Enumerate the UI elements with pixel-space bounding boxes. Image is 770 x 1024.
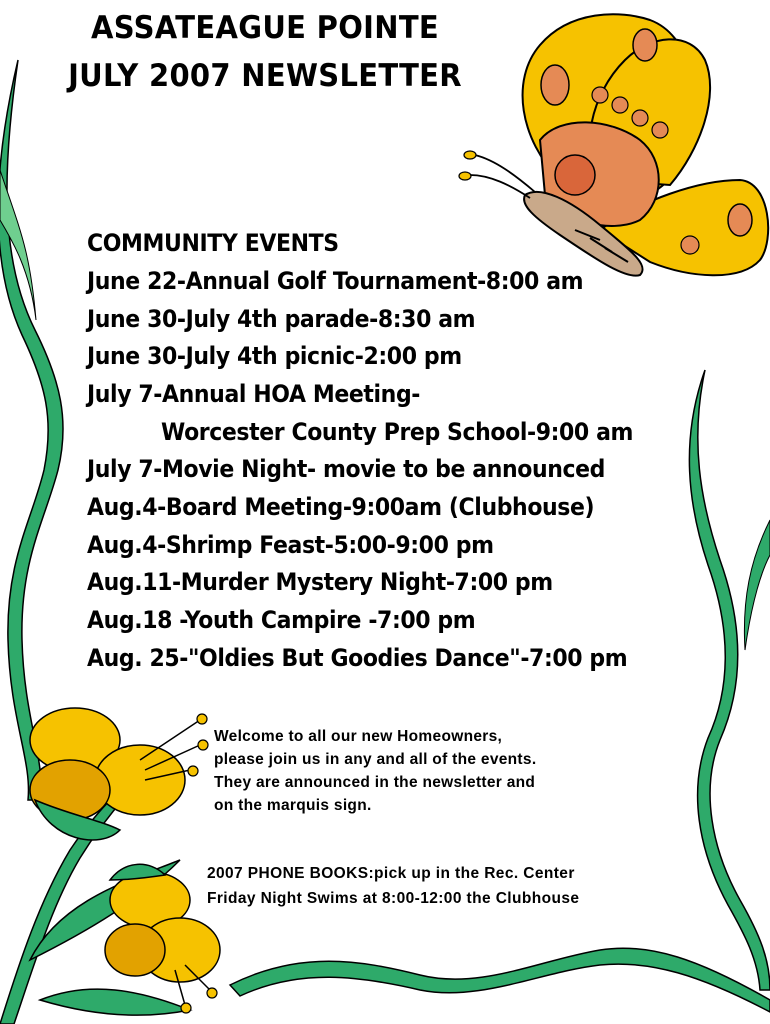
event-item: Aug.11-Murder Mystery Night-7:00 pm: [87, 569, 553, 597]
leaf-icon: [689, 370, 770, 990]
leaf-icon: [230, 948, 770, 1012]
event-item: June 22-Annual Golf Tournament-8:00 am: [87, 268, 584, 296]
newsletter-title-line2: JULY 2007 NEWSLETTER: [68, 56, 462, 94]
newsletter-title-line1: ASSATEAGUE POINTE: [90, 8, 440, 46]
leaf-icon: [744, 520, 770, 650]
welcome-line: on the marquis sign.: [214, 797, 372, 814]
event-item: July 7-Movie Night- movie to be announced: [87, 456, 606, 484]
night-swims-notice: Friday Night Swims at 8:00-12:00 the Clubhouse: [207, 890, 580, 907]
event-item: Aug. 25-"Oldies But Goodies Dance"-7:00 pm: [87, 645, 628, 673]
flower-icon: [30, 708, 208, 840]
butterfly-icon: [459, 14, 768, 275]
welcome-line: please join us in any and all of the events.: [214, 751, 537, 768]
welcome-line: They are announced in the newsletter and: [214, 774, 536, 791]
event-item: Aug.4-Board Meeting-9:00am (Clubhouse): [87, 494, 595, 522]
notices: [207, 861, 579, 911]
leaf-icon: [0, 60, 63, 800]
event-item: Aug.18 -Youth Campire -7:00 pm: [87, 607, 476, 635]
welcome-message: [214, 725, 536, 817]
phone-books-notice: 2007 PHONE BOOKS:pick up in the Rec. Center: [207, 865, 575, 882]
event-item: July 7-Annual HOA Meeting-: [87, 381, 421, 409]
event-item: Aug.4-Shrimp Feast-5:00-9:00 pm: [87, 532, 494, 560]
event-item: June 30-July 4th parade-8:30 am: [87, 306, 476, 334]
event-item-continuation: Worcester County Prep School-9:00 am: [161, 419, 634, 447]
event-item: June 30-July 4th picnic-2:00 pm: [87, 343, 462, 371]
events-heading: COMMUNITY EVENTS: [87, 230, 339, 258]
welcome-line: Welcome to all our new Homeowners,: [214, 728, 503, 745]
